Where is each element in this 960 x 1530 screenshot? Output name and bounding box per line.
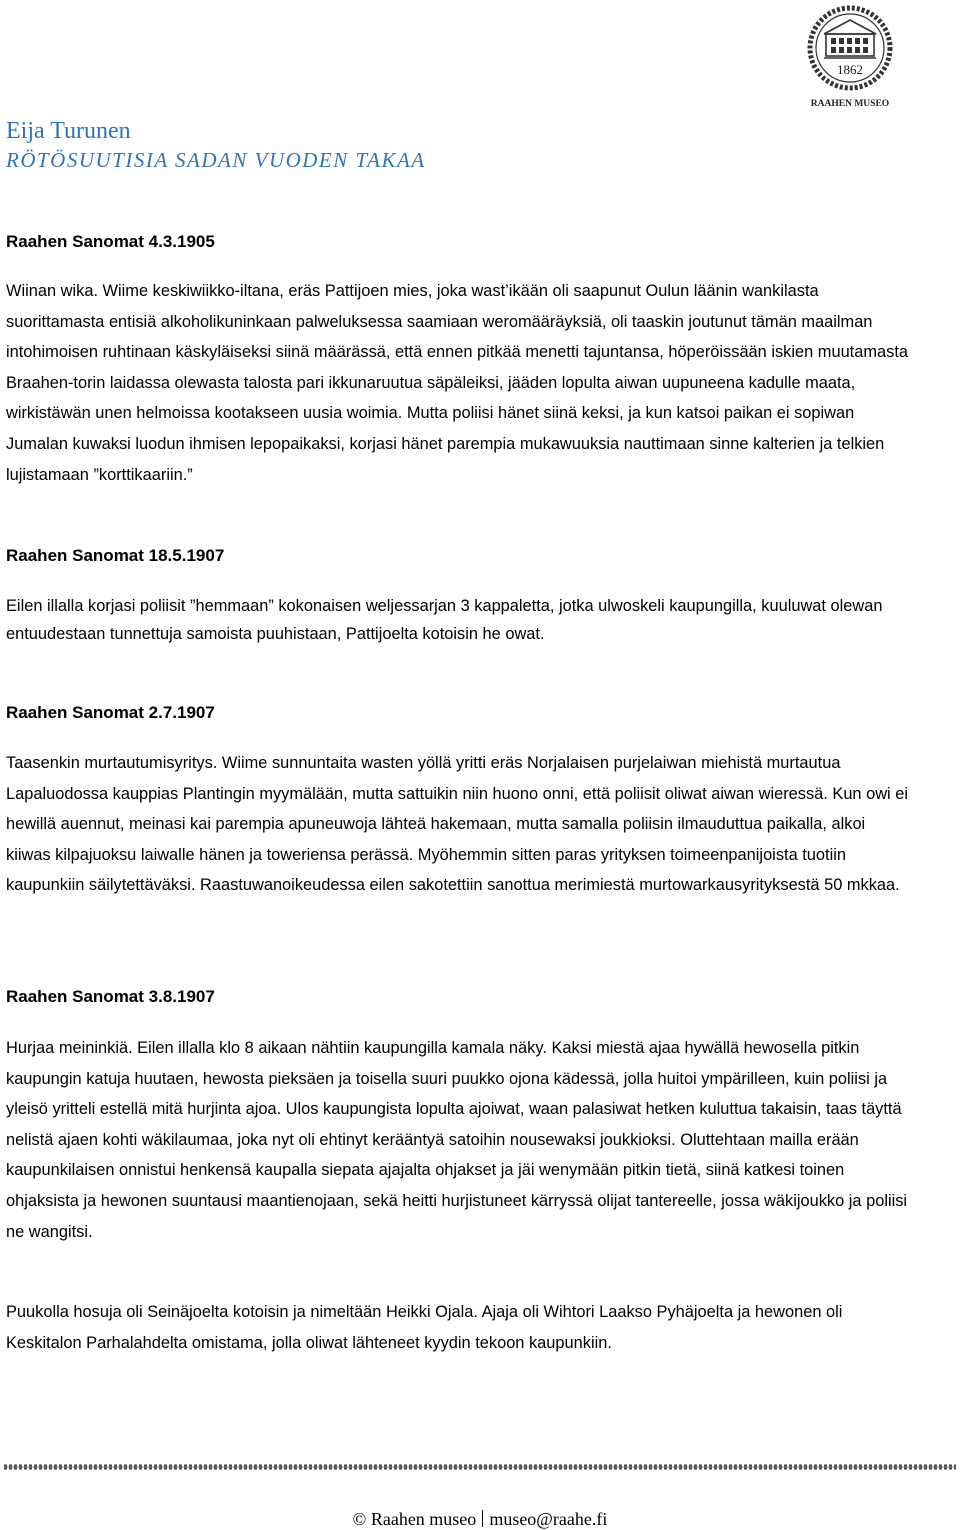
article-source-3: Raahen Sanomat 2.7.1907 — [6, 703, 215, 722]
page-footer — [0, 1508, 960, 1530]
footer-copyright: © Raahen museo — [352, 1509, 477, 1529]
logo-name: RAAHEN MUSEO — [810, 99, 890, 109]
article-source-2: Raahen Sanomat 18.5.1907 — [6, 546, 225, 565]
document-subtitle: RÖTÖSUUTISIA SADAN VUODEN TAKAA — [6, 148, 426, 172]
footer-separator — [482, 1510, 483, 1527]
article-text-2: Eilen illalla korjasi poliisit ”hemmaan” kokonaisen weljessarjan 3 kappaletta, jotka ulwoskeli kaupungilla, kuuluwat olewan entuudestaan tunnettuja samoista puuhistaan, Pattijoelta kotoisin he owat. — [6, 597, 883, 643]
article-source-1: Raahen Sanomat 4.3.1905 — [6, 232, 215, 251]
logo-year: 1862 — [837, 62, 863, 77]
raahen-museo-logo — [802, 4, 898, 112]
footer-email-link[interactable]: museo@raahe.fi — [489, 1509, 608, 1529]
article-text-4: Hurjaa meininkiä. Eilen illalla klo 8 aikaan nähtiin kaupungilla kamala näky. Kaksi miestä ajaa hywällä hewosella pitkin kaupungin katuja huutaen, hewosta pieksäen ja toisella suuri puukko ojona kädessä, jolla huitoi ympärilleen, kuin poliisi ja yleisö yritteli estellä mitä hurjinta ajoa. Ulos kaupungista lopulta ajoiwat, waan palasiwat hetken kuluttua takaisin, taas täyttä nelistä ajaen kohti wäkilaumaa, joka nyt oli ehtinyt kerääntyä satoihin nousewaksi joukkioksi. Oluttehtaan mailla erään kaupunkilaisen onnistui henkensä kaupalla siepata ajajalta ohjakset ja jäi wenymään pitkin tietä, siinä katkesi toinen ohjaksista ja hewonen suuntausi maantienojaan, sekä heitti hurjistuneet kärryssä olijat tantereelle, jossa wäkijoukko ja poliisi ne wangitsi. — [6, 1039, 908, 1241]
article-text-4b: Puukolla hosuja oli Seinäjoelta kotoisin ja nimeltään Heikki Ojala. Ajaja oli Wihtori Laakso Pyhäjoelta ja hewonen oli Keskitalon Parhalahdelta omistama, jolla oliwat lähteneet kyydin tekoon kaupunkiin. — [6, 1303, 843, 1352]
decorative-divider — [0, 1460, 960, 1474]
article-text-3: Taasenkin murtautumisyritys. Wiime sunnuntaita wasten yöllä yritti eräs Norjalaisen purjelaiwan miehistä murtautua Lapaluodossa kauppias Plantingin myymälään, mutta sattuikin niin huono onni, että poliisit oliwat aiwan wieressä. Kun owi ei hewillä auennut, meinasi kai parempia apuneuwoja lähteä hakemaan, mutta samalla poliisin ilmauduttua paikalla, alkoi kiiwas kilpajuoksu laiwalle hänen ja toweriensa perässä. Myöhemmin sitten paras yrityksen toimeenpanijoista tuotiin kaupunkiin säilytettäväksi. Raastuwanoikeudessa eilen sakotettiin sanottua merimiestä murtowarkausyrityksestä 50 mkkaa. — [6, 754, 909, 895]
article-text-1: Wiinan wika. Wiime keskiwiikko-iltana, eräs Pattijoen mies, joka wast’ikään oli saapunut Oulun läänin wankilasta suorittamasta entisiä alkoholikuninkaan palweluksessa saamiaan weromääräyksiä, oli taaskin joutunut tämän maailman intohimoisen ruhtinaan käskyläiseksi siinä määrässä, että ennen pitkää menetti tajuntansa, höperöissään iskien muutamasta Braahen-torin laidassa olewasta talosta pari ikkunaruutua säpäleiksi, jääden lopulta aiwan uupuneena kadulle maata, wirkistäwän unen helmoissa kootakseen uusia woimia. Mutta poliisi hänet siinä keksi, ja kun katsoi paikan ei sopiwan Jumalan kuwaksi luodun ihmisen lepopaikaksi, korjasi hänet parempia mukawuuksia nauttimaan sinne kalterien ja telkien lujistamaan ”korttikaariin.” — [6, 282, 908, 484]
author-name: Eija Turunen — [6, 118, 131, 144]
article-source-4: Raahen Sanomat 3.8.1907 — [6, 987, 215, 1006]
